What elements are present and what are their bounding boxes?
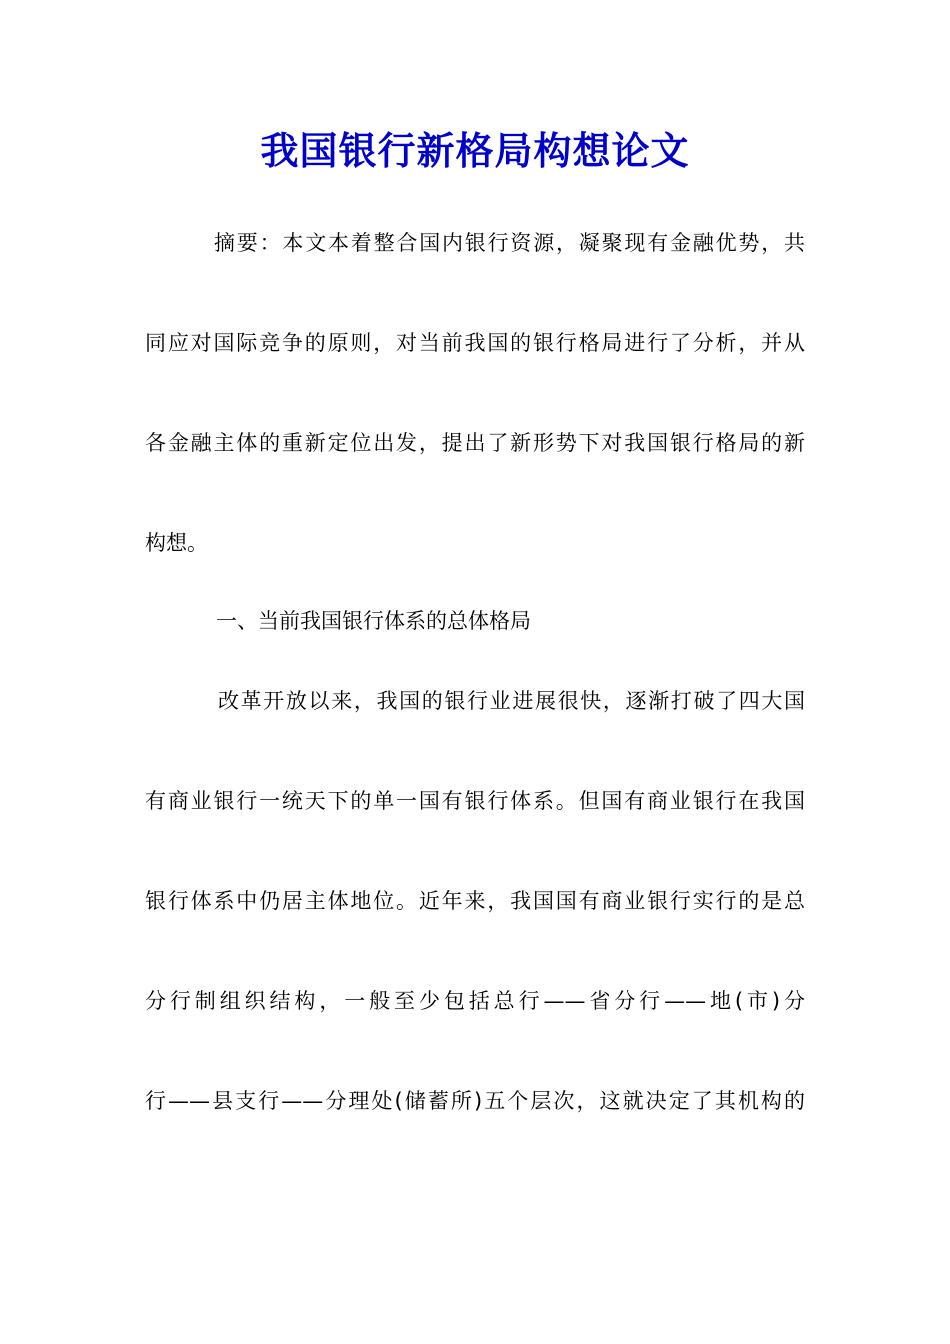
abstract-line-1: 摘要：本文本着整合国内银行资源，凝聚现有金融优势，共	[214, 231, 805, 255]
abstract-line-4: 构想。	[145, 531, 208, 555]
body-line-5: 行——县支行——分理处(储蓄所)五个层次，这就决定了其机构的	[145, 1089, 805, 1113]
abstract-line-3: 各金融主体的重新定位出发，提出了新形势下对我国银行格局的新	[145, 431, 805, 455]
body-line-4: 分行制组织结构，一般至少包括总行——省分行——地(市)分	[145, 989, 805, 1013]
body-line-2: 有商业银行一统天下的单一国有银行体系。但国有商业银行在我国	[145, 789, 805, 813]
section-heading: 一、当前我国银行体系的总体格局	[216, 609, 531, 633]
abstract-line-2: 同应对国际竞争的原则，对当前我国的银行格局进行了分析，并从	[145, 331, 805, 355]
body-line-1: 改革开放以来，我国的银行业进展很快，逐渐打破了四大国	[218, 689, 805, 713]
body-line-3: 银行体系中仍居主体地位。近年来，我国国有商业银行实行的是总	[145, 889, 805, 913]
document-title: 我国银行新格局构想论文	[260, 128, 690, 173]
